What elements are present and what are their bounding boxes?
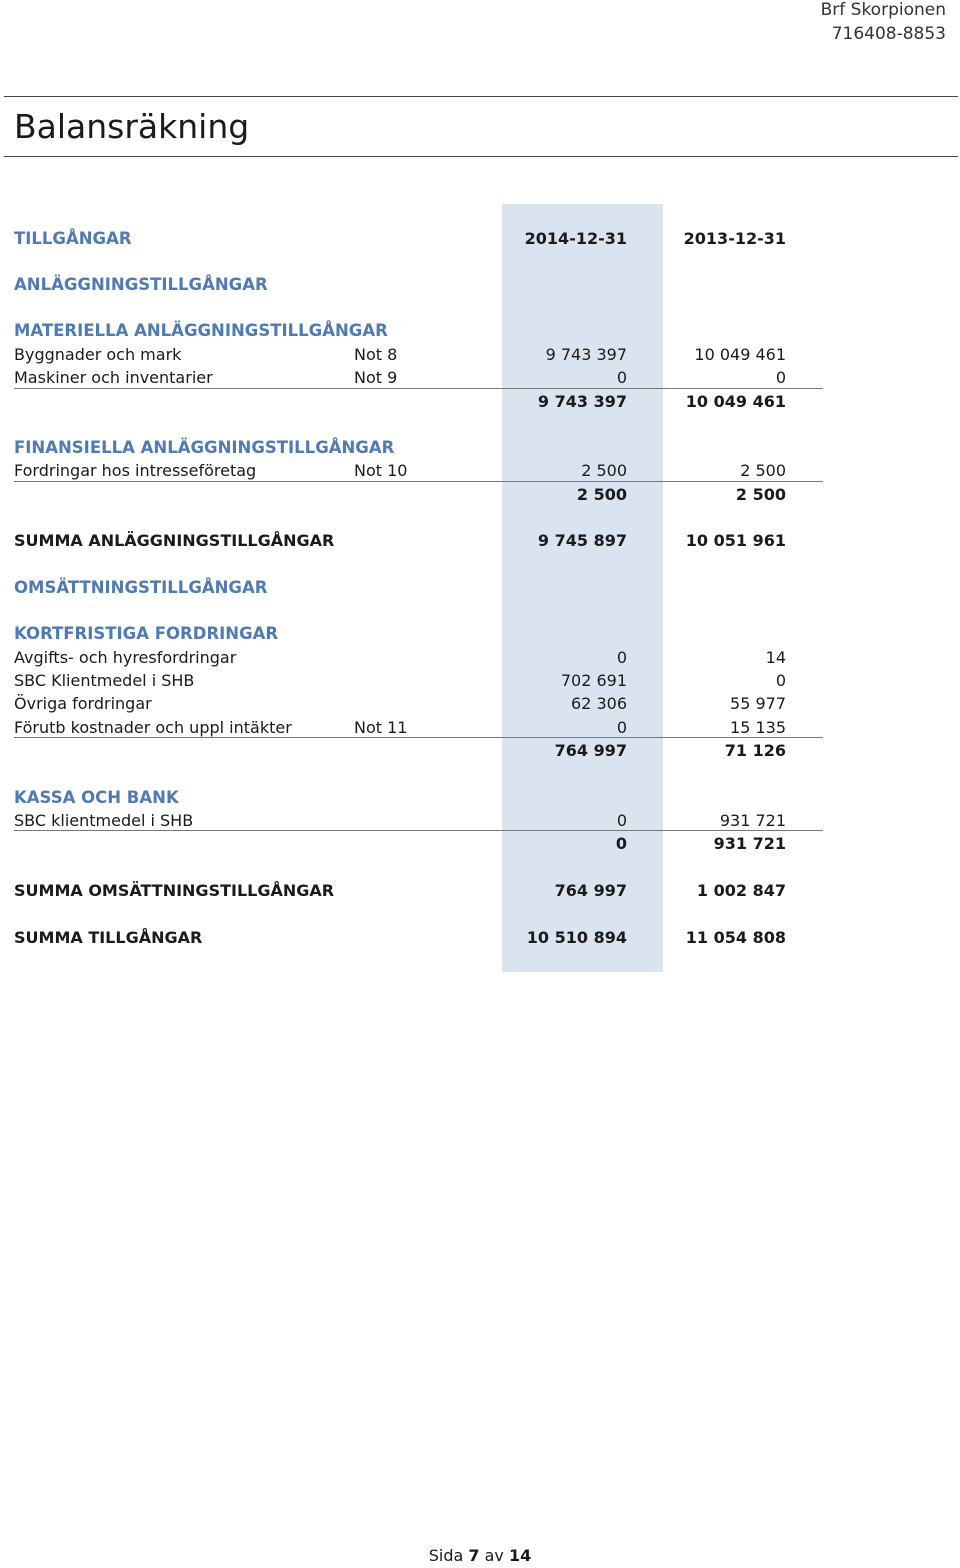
value-current-year: 2 500 [581, 461, 627, 480]
page-prefix: Sida [428, 1546, 464, 1565]
subtotal-rule [14, 830, 823, 831]
table-row [0, 366, 960, 390]
table-row [0, 436, 960, 460]
row-note: Not 10 [354, 461, 408, 480]
value-previous-year: 14 [765, 648, 786, 667]
table-row [0, 646, 960, 670]
value-current-year: 9 743 397 [545, 345, 627, 364]
value-previous-year: 931 721 [719, 811, 786, 830]
subtotal-rule [14, 388, 823, 389]
table-row [0, 319, 960, 343]
value-current-year: 764 997 [554, 881, 627, 900]
value-current-year: 764 997 [554, 741, 627, 760]
row-label: MATERIELLA ANLÄGGNINGSTILLGÅNGAR [14, 321, 388, 340]
value-previous-year: 11 054 808 [685, 928, 786, 947]
value-previous-year: 10 049 461 [685, 392, 786, 411]
page-title: Balansräkning [14, 107, 250, 146]
value-current-year: 0 [616, 811, 627, 830]
value-previous-year: 71 126 [724, 741, 786, 760]
value-current-year: 9 745 897 [537, 531, 627, 550]
value-current-year: 62 306 [571, 694, 627, 713]
row-label: Förutb kostnader och uppl intäkter [14, 718, 292, 737]
value-previous-year: 0 [775, 671, 786, 690]
row-label: SUMMA TILLGÅNGAR [14, 928, 203, 947]
table-row [0, 227, 960, 251]
table-row [0, 622, 960, 646]
row-label: Byggnader och mark [14, 345, 182, 364]
table-row [0, 273, 960, 297]
value-current-year: 0 [616, 368, 627, 387]
row-note: Not 11 [354, 718, 408, 737]
row-label: SUMMA ANLÄGGNINGSTILLGÅNGAR [14, 531, 335, 550]
value-previous-year: 1 002 847 [696, 881, 786, 900]
row-label: Avgifts- och hyresfordringar [14, 648, 237, 667]
value-current-year: 2014-12-31 [524, 229, 627, 248]
table-row [0, 692, 960, 716]
row-note: Not 9 [354, 368, 398, 387]
value-current-year: 702 691 [560, 671, 627, 690]
value-previous-year: 2 500 [740, 461, 786, 480]
row-label: FINANSIELLA ANLÄGGNINGSTILLGÅNGAR [14, 438, 395, 457]
row-label: SBC klientmedel i SHB [14, 811, 194, 830]
row-label: OMSÄTTNINGSTILLGÅNGAR [14, 578, 268, 597]
value-previous-year: 931 721 [713, 834, 786, 853]
value-previous-year: 2 500 [735, 485, 786, 504]
row-label: Fordringar hos intresseföretag [14, 461, 257, 480]
page-footer [0, 1544, 960, 1568]
table-row [0, 483, 960, 507]
page-total: 14 [509, 1546, 532, 1565]
table-row [0, 390, 960, 414]
table-row [0, 576, 960, 600]
value-previous-year: 15 135 [730, 718, 786, 737]
value-current-year: 0 [616, 718, 627, 737]
subtotal-rule [14, 737, 823, 738]
row-label: Maskiner och inventarier [14, 368, 213, 387]
subtotal-rule [14, 481, 823, 482]
table-row [0, 343, 960, 367]
row-note: Not 8 [354, 345, 398, 364]
value-current-year: 10 510 894 [526, 928, 627, 947]
table-row [0, 786, 960, 810]
org-number: 716408-8853 [831, 24, 946, 44]
table-row [0, 529, 960, 553]
title-bottom-rule [4, 156, 958, 157]
page-number: 7 [468, 1546, 480, 1565]
value-current-year: 9 743 397 [537, 392, 627, 411]
row-label: KORTFRISTIGA FORDRINGAR [14, 624, 279, 643]
table-row [0, 739, 960, 763]
value-previous-year: 2013-12-31 [683, 229, 786, 248]
row-label: TILLGÅNGAR [14, 229, 132, 248]
row-label: SUMMA OMSÄTTNINGSTILLGÅNGAR [14, 881, 335, 900]
value-previous-year: 10 051 961 [685, 531, 786, 550]
org-name: Brf Skorpionen [820, 0, 946, 20]
table-row [0, 879, 960, 903]
org-header [821, 0, 946, 46]
page-of: av [484, 1546, 504, 1565]
table-row [0, 926, 960, 950]
value-previous-year: 55 977 [730, 694, 786, 713]
title-top-rule [4, 96, 958, 97]
value-current-year: 0 [616, 648, 627, 667]
row-label: ANLÄGGNINGSTILLGÅNGAR [14, 275, 268, 294]
value-previous-year: 10 049 461 [694, 345, 786, 364]
row-label: KASSA OCH BANK [14, 788, 179, 807]
table-row [0, 832, 960, 856]
row-label: Övriga fordringar [14, 694, 152, 713]
value-previous-year: 0 [775, 368, 786, 387]
value-current-year: 0 [615, 834, 627, 853]
table-row [0, 459, 960, 483]
row-label: SBC Klientmedel i SHB [14, 671, 195, 690]
value-current-year: 2 500 [576, 485, 627, 504]
table-row [0, 669, 960, 693]
